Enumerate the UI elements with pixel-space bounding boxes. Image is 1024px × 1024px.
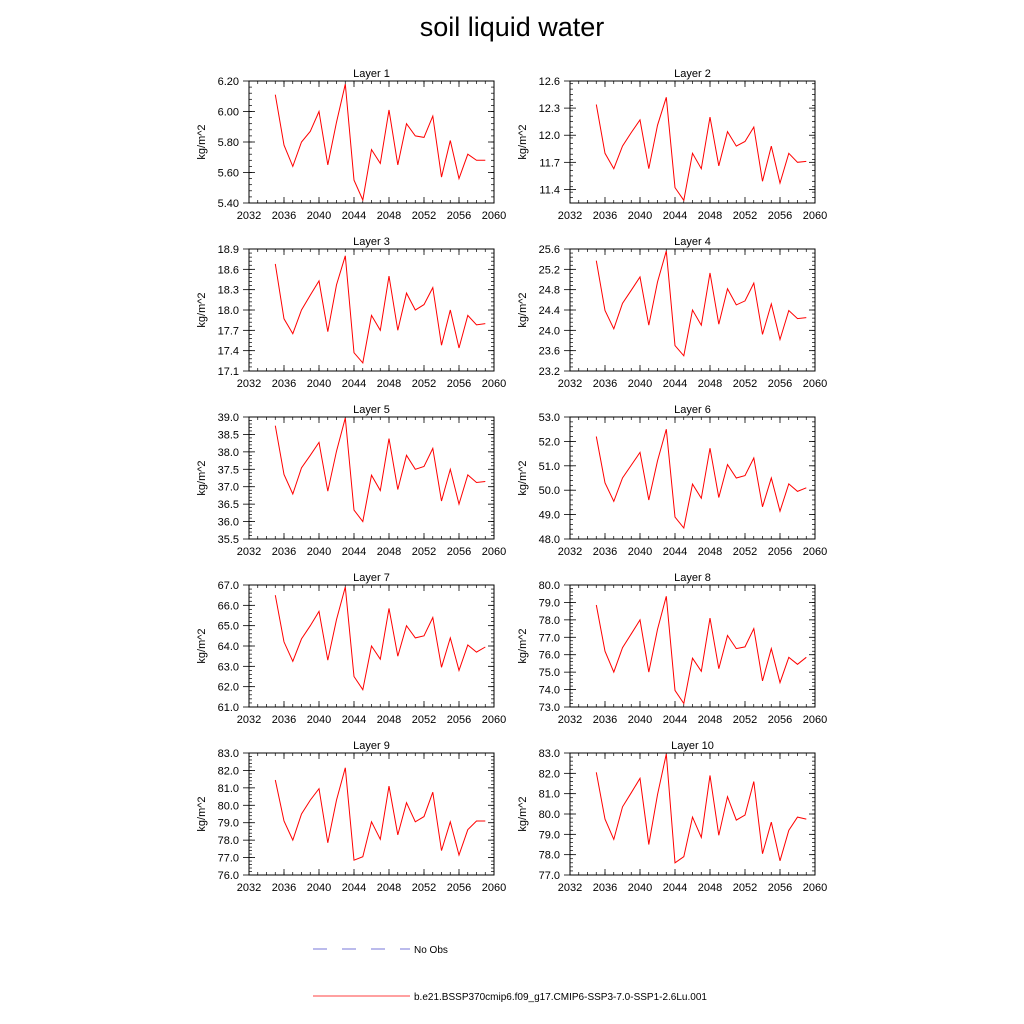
- x-tick-label: 2052: [411, 714, 437, 726]
- series-line: [596, 251, 806, 356]
- y-tick-label: 18.3: [217, 284, 239, 297]
- x-tick-label: 2056: [767, 378, 793, 390]
- legend-obs-label: No Obs: [414, 945, 448, 956]
- x-tick-label: 2040: [306, 210, 332, 222]
- y-tick-label: 18.9: [217, 244, 239, 256]
- y-tick-label: 50.0: [538, 485, 560, 498]
- x-tick-label: 2056: [446, 210, 472, 222]
- x-tick-label: 2048: [697, 210, 723, 222]
- x-tick-label: 2044: [341, 714, 367, 726]
- y-tick-label: 61.0: [217, 702, 239, 714]
- x-tick-label: 2040: [627, 714, 653, 726]
- x-tick-label: 2040: [627, 378, 653, 390]
- series-line: [596, 754, 806, 863]
- x-tick-label: 2032: [557, 210, 583, 222]
- y-axis-label: kg/m^2: [196, 460, 208, 496]
- x-tick-label: 2040: [627, 546, 653, 558]
- y-tick-label: 35.5: [217, 534, 239, 546]
- series-line: [596, 429, 806, 528]
- y-tick-label: 24.4: [538, 305, 560, 317]
- panel-title: Layer 6: [674, 404, 711, 416]
- y-tick-label: 79.0: [217, 817, 239, 830]
- y-tick-label: 62.0: [217, 681, 239, 694]
- plot-frame: [249, 753, 494, 875]
- x-tick-label: 2052: [411, 882, 437, 894]
- panel-6: [517, 404, 827, 558]
- y-tick-label: 52.0: [538, 436, 560, 449]
- y-tick-label: 53.0: [538, 412, 560, 424]
- x-tick-label: 2052: [732, 210, 758, 222]
- panel-3: [196, 236, 506, 390]
- y-tick-label: 80.0: [538, 809, 560, 821]
- x-tick-label: 2032: [557, 714, 583, 726]
- x-tick-label: 2048: [376, 546, 402, 558]
- x-tick-label: 2040: [306, 546, 332, 558]
- x-tick-label: 2052: [732, 378, 758, 390]
- x-tick-label: 2056: [767, 210, 793, 222]
- x-tick-label: 2052: [411, 378, 437, 390]
- y-tick-label: 76.0: [538, 649, 560, 662]
- x-tick-label: 2044: [341, 546, 367, 558]
- plot-frame: [249, 249, 494, 371]
- plot-frame: [570, 81, 815, 203]
- x-tick-label: 2032: [236, 714, 262, 726]
- y-tick-label: 38.5: [217, 429, 239, 442]
- y-axis-label: kg/m^2: [517, 292, 529, 328]
- y-axis-label: kg/m^2: [196, 292, 208, 328]
- y-tick-label: 77.0: [538, 870, 560, 882]
- x-tick-label: 2060: [802, 714, 828, 726]
- y-tick-label: 6.00: [217, 106, 239, 119]
- y-tick-label: 11.4: [539, 184, 560, 197]
- x-tick-label: 2052: [411, 210, 437, 222]
- x-tick-label: 2036: [271, 714, 297, 726]
- y-axis-label: kg/m^2: [196, 628, 208, 664]
- y-tick-label: 78.0: [217, 835, 239, 848]
- panel-2: [517, 68, 827, 222]
- series-line: [275, 84, 485, 200]
- y-axis-label: kg/m^2: [517, 124, 529, 160]
- x-tick-label: 2044: [662, 546, 688, 558]
- y-tick-label: 51.0: [538, 460, 560, 473]
- x-tick-label: 2060: [802, 882, 828, 894]
- x-tick-label: 2060: [802, 210, 828, 222]
- y-tick-label: 76.0: [217, 870, 239, 882]
- x-tick-label: 2040: [306, 882, 332, 894]
- y-tick-label: 81.0: [217, 782, 239, 795]
- x-tick-label: 2060: [481, 210, 507, 222]
- x-tick-label: 2032: [236, 378, 262, 390]
- x-tick-label: 2052: [411, 546, 437, 558]
- x-tick-label: 2052: [732, 546, 758, 558]
- x-tick-label: 2032: [236, 210, 262, 222]
- panel-9: [196, 740, 506, 894]
- y-tick-label: 12.0: [538, 130, 560, 143]
- x-tick-label: 2036: [271, 378, 297, 390]
- x-tick-label: 2036: [271, 210, 297, 222]
- x-tick-label: 2048: [697, 714, 723, 726]
- x-tick-label: 2036: [592, 546, 618, 558]
- y-tick-label: 11.7: [539, 157, 560, 170]
- x-tick-label: 2056: [767, 546, 793, 558]
- series-line: [275, 256, 485, 363]
- x-tick-label: 2044: [662, 378, 688, 390]
- y-tick-label: 82.0: [217, 765, 239, 778]
- panel-title: Layer 4: [674, 236, 711, 248]
- y-tick-label: 12.6: [538, 76, 560, 88]
- x-tick-label: 2060: [481, 714, 507, 726]
- x-tick-label: 2056: [446, 546, 472, 558]
- y-tick-label: 65.0: [217, 620, 239, 633]
- series-line: [275, 768, 485, 860]
- x-tick-label: 2048: [376, 714, 402, 726]
- y-tick-label: 78.0: [538, 849, 560, 862]
- x-tick-label: 2060: [481, 546, 507, 558]
- x-tick-label: 2040: [627, 210, 653, 222]
- y-tick-label: 5.80: [217, 137, 239, 149]
- y-tick-label: 6.20: [217, 76, 239, 88]
- panel-title: Layer 1: [353, 68, 390, 80]
- legend: [313, 945, 707, 1003]
- plot-frame: [249, 81, 494, 203]
- plot-frame: [570, 585, 815, 707]
- y-tick-label: 66.0: [217, 600, 239, 613]
- x-tick-label: 2032: [557, 378, 583, 390]
- series-line: [596, 596, 806, 703]
- plot-frame: [570, 753, 815, 875]
- x-tick-label: 2052: [732, 714, 758, 726]
- y-tick-label: 25.6: [538, 244, 560, 256]
- y-tick-label: 12.3: [538, 103, 560, 116]
- x-tick-label: 2060: [481, 882, 507, 894]
- x-tick-label: 2032: [557, 546, 583, 558]
- x-tick-label: 2056: [446, 378, 472, 390]
- y-tick-label: 23.2: [538, 366, 560, 378]
- y-tick-label: 77.0: [538, 632, 560, 645]
- figure-title: soil liquid water: [419, 12, 605, 42]
- panel-7: [196, 572, 506, 726]
- plot-panels: [196, 68, 827, 894]
- y-tick-label: 80.0: [538, 580, 560, 592]
- panel-8: [517, 572, 827, 726]
- x-tick-label: 2048: [697, 378, 723, 390]
- x-tick-label: 2044: [662, 714, 688, 726]
- y-tick-label: 37.5: [217, 464, 239, 477]
- x-tick-label: 2044: [341, 210, 367, 222]
- x-tick-label: 2032: [236, 882, 262, 894]
- y-tick-label: 79.0: [538, 597, 560, 610]
- y-tick-label: 49.0: [538, 509, 560, 522]
- x-tick-label: 2032: [236, 546, 262, 558]
- x-tick-label: 2036: [592, 714, 618, 726]
- y-tick-label: 81.0: [538, 788, 560, 801]
- x-tick-label: 2048: [376, 882, 402, 894]
- x-tick-label: 2056: [446, 714, 472, 726]
- y-tick-label: 77.0: [217, 852, 239, 865]
- panel-title: Layer 9: [353, 740, 390, 752]
- x-tick-label: 2060: [802, 546, 828, 558]
- panel-title: Layer 3: [353, 236, 390, 248]
- series-line: [275, 587, 485, 690]
- y-tick-label: 64.0: [217, 641, 239, 653]
- y-tick-label: 37.0: [217, 481, 239, 494]
- y-tick-label: 18.0: [217, 305, 239, 317]
- panel-1: [196, 68, 506, 222]
- y-tick-label: 63.0: [217, 661, 239, 674]
- y-tick-label: 5.40: [217, 198, 239, 210]
- x-tick-label: 2056: [446, 882, 472, 894]
- y-tick-label: 25.2: [538, 264, 560, 277]
- y-tick-label: 73.0: [538, 702, 560, 714]
- y-tick-label: 67.0: [217, 580, 239, 592]
- series-line: [596, 97, 806, 200]
- y-tick-label: 74.0: [538, 684, 560, 697]
- y-tick-label: 17.4: [217, 345, 239, 358]
- panel-title: Layer 10: [671, 740, 714, 752]
- y-tick-label: 36.5: [217, 499, 239, 512]
- series-line: [275, 418, 485, 522]
- panel-title: Layer 5: [353, 404, 390, 416]
- y-tick-label: 48.0: [538, 534, 560, 546]
- y-axis-label: kg/m^2: [517, 796, 529, 832]
- x-tick-label: 2056: [767, 714, 793, 726]
- y-tick-label: 79.0: [538, 829, 560, 842]
- y-tick-label: 17.1: [217, 366, 239, 378]
- x-tick-label: 2032: [557, 882, 583, 894]
- panel-title: Layer 7: [353, 572, 390, 584]
- y-tick-label: 38.0: [217, 446, 239, 459]
- x-tick-label: 2044: [341, 882, 367, 894]
- y-axis-label: kg/m^2: [196, 124, 208, 160]
- y-tick-label: 18.6: [217, 264, 239, 277]
- panel-title: Layer 8: [674, 572, 711, 584]
- x-tick-label: 2052: [732, 882, 758, 894]
- y-tick-label: 80.0: [217, 800, 239, 813]
- plot-frame: [570, 417, 815, 539]
- y-tick-label: 5.60: [217, 167, 239, 180]
- panel-10: [517, 740, 827, 894]
- y-tick-label: 82.0: [538, 768, 560, 781]
- x-tick-label: 2040: [627, 882, 653, 894]
- y-axis-label: kg/m^2: [517, 628, 529, 664]
- x-tick-label: 2044: [341, 378, 367, 390]
- panel-5: [196, 404, 506, 558]
- x-tick-label: 2036: [271, 882, 297, 894]
- x-tick-label: 2036: [592, 210, 618, 222]
- x-tick-label: 2048: [697, 546, 723, 558]
- x-tick-label: 2036: [592, 378, 618, 390]
- y-tick-label: 83.0: [217, 748, 239, 760]
- x-tick-label: 2048: [376, 210, 402, 222]
- y-axis-label: kg/m^2: [517, 460, 529, 496]
- x-tick-label: 2040: [306, 378, 332, 390]
- x-tick-label: 2048: [376, 378, 402, 390]
- y-tick-label: 24.8: [538, 284, 560, 297]
- x-tick-label: 2060: [802, 378, 828, 390]
- x-tick-label: 2044: [662, 882, 688, 894]
- legend-model-label: b.e21.BSSP370cmip6.f09_g17.CMIP6-SSP3-7.0-SSP1-2.6Lu.001: [414, 992, 707, 1003]
- y-tick-label: 39.0: [217, 412, 239, 424]
- y-tick-label: 83.0: [538, 748, 560, 760]
- y-tick-label: 75.0: [538, 667, 560, 680]
- y-tick-label: 36.0: [217, 516, 239, 529]
- y-tick-label: 24.0: [538, 325, 560, 338]
- panel-4: [517, 236, 827, 390]
- y-tick-label: 78.0: [538, 614, 560, 627]
- x-tick-label: 2036: [271, 546, 297, 558]
- y-axis-label: kg/m^2: [196, 796, 208, 832]
- y-tick-label: 23.6: [538, 345, 560, 358]
- x-tick-label: 2044: [662, 210, 688, 222]
- x-tick-label: 2048: [697, 882, 723, 894]
- x-tick-label: 2060: [481, 378, 507, 390]
- panel-title: Layer 2: [674, 68, 711, 80]
- x-tick-label: 2036: [592, 882, 618, 894]
- x-tick-label: 2040: [306, 714, 332, 726]
- x-tick-label: 2056: [767, 882, 793, 894]
- y-tick-label: 17.7: [217, 325, 239, 338]
